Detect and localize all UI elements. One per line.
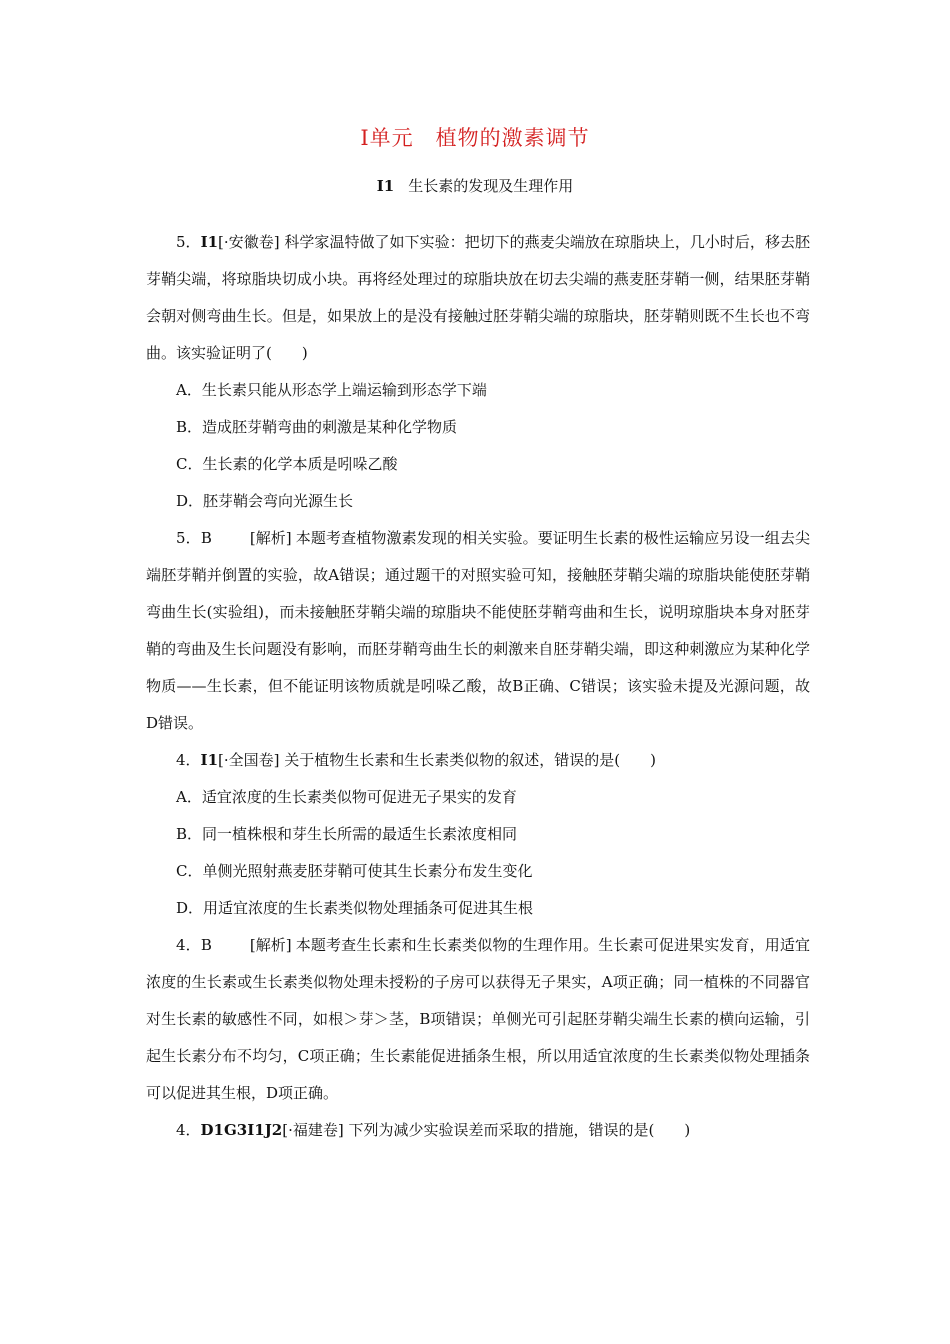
question-2-stem: 4．I1[·全国卷] 关于植物生长素和生长素类似物的叙述，错误的是( ) [176,751,656,769]
unit-title [0,122,950,152]
question-2-option-d: D．用适宜浓度的生长素类似物处理插条可促进其生根 [176,899,534,917]
question-1-option-a: A．生长素只能从形态学上端运输到形态学下端 [176,381,487,399]
question-3-text: 下列为减少实验误差而采取的措施，错误的是( [348,1121,655,1139]
answer-2-label: [解析] [249,936,292,954]
answer-1-text: 本题考查植物激素发现的相关实验。要证明生长素的极性运输应另设一组去尖端胚芽鞘并倒置的实验，故A错误；通过题干的对照实验可知，接触胚芽鞘尖端的琼脂块能使胚芽鞘弯曲生长(实验组)，而未接触胚芽鞘尖端的琼脂块不能使胚芽鞘弯曲和生长，说明琼脂块本身对胚芽鞘的弯曲及生长问题没有影响，而胚芽鞘弯曲生长的刺激来自胚芽鞘尖端，即这种刺激应为某种化学物质——生长素，但不能证明该物质就是吲哚乙酸，故B正确、C错误；该实验未提及光源问题，故D错误。 [146,529,810,732]
question-1-option-d: D．胚芽鞘会弯向光源生长 [176,492,354,510]
answer-2-letter: B [200,936,212,954]
unit-name: 植物的激素调节 [435,126,590,150]
section-name: 生长素的发现及生理作用 [408,177,574,195]
question-1-option-c: C．生长素的化学本质是吲哚乙酸 [176,455,398,473]
section-title [0,175,950,196]
question-2-tag: I1 [200,751,219,769]
question-2-option-c: C．单侧光照射燕麦胚芽鞘可使其生长素分布发生变化 [176,862,533,880]
question-1-option-b: B．造成胚芽鞘弯曲的刺激是某种化学物质 [176,418,458,436]
question-3-tag: D1G3I1J2 [200,1121,283,1139]
answer-2: 4．B [解析] 本题考查生长素和生长素类似物的生理作用。生长素可促进果实发育，用适宜浓度的生长素或生长素类似物处理未授粉的子房可以获得无子果实，A项正确；同一植株的不同器官对生长素的敏感性不同，如根＞芽＞茎，B项错误；单侧光可引起胚芽鞘尖端生长素的横向运输，引起生长素分布不均匀，C项正确；生长素能促进插条生根，所以用适宜浓度的生长素类似物处理插条可以促进其生根，D项正确。 [146,927,810,1112]
question-2-option-a: A．适宜浓度的生长素类似物可促进无子果实的发育 [176,788,517,806]
question-2-source: [·全国卷] [218,751,280,769]
question-1-tag: I1 [200,233,219,251]
question-1-source: [·安徽卷] [218,233,280,251]
content-body [146,224,810,1149]
answer-1-label: [解析] [249,529,292,547]
unit-label: I单元 [360,126,414,150]
answer-2-text: 本题考查生长素和生长素类似物的生理作用。生长素可促进果实发育，用适宜浓度的生长素或生长素类似物处理未授粉的子房可以获得无子果实，A项正确；同一植株的不同器官对生长素的敏感性不同，如根＞芽＞茎，B项错误；单侧光可引起胚芽鞘尖端生长素的横向运输，引起生长素分布不均匀，C项正确；生长素能促进插条生根，所以用适宜浓度的生长素类似物处理插条可以促进其生根，D项正确。 [146,936,810,1102]
question-2-option-b: B．同一植株根和芽生长所需的最适生长素浓度相同 [176,825,518,843]
answer-1: 5．B [解析] 本题考查植物激素发现的相关实验。要证明生长素的极性运输应另设一组去尖端胚芽鞘并倒置的实验，故A错误；通过题干的对照实验可知，接触胚芽鞘尖端的琼脂块能使胚芽鞘弯曲生长(实验组)，而未接触胚芽鞘尖端的琼脂块不能使胚芽鞘弯曲和生长，说明琼脂块本身对胚芽鞘的弯曲及生长问题没有影响，而胚芽鞘弯曲生长的刺激来自胚芽鞘尖端，即这种刺激应为某种化学物质——生长素，但不能证明该物质就是吲哚乙酸，故B正确、C错误；该实验未提及光源问题，故D错误。 [146,520,810,742]
question-3-stem: 4．D1G3I1J2[·福建卷] 下列为减少实验误差而采取的措施，错误的是( ) [176,1121,691,1139]
question-1-stem: 5．I1[·安徽卷] 科学家温特做了如下实验：把切下的燕麦尖端放在琼脂块上，几小时后，移去胚芽鞘尖端，将琼脂块切成小块。再将经处理过的琼脂块放在切去尖端的燕麦胚芽鞘一侧，结果胚芽鞘会朝对侧弯曲生长。但是，如果放上的是没有接触过胚芽鞘尖端的琼脂块，胚芽鞘则既不生长也不弯曲。该实验证明了( ) [146,233,810,362]
question-2-text: 关于植物生长素和生长素类似物的叙述，错误的是( [284,751,621,769]
question-1-text: 科学家温特做了如下实验：把切下的燕麦尖端放在琼脂块上，几小时后，移去胚芽鞘尖端，将琼脂块切成小块。再将经处理过的琼脂块放在切去尖端的燕麦胚芽鞘一侧，结果胚芽鞘会朝对侧弯曲生长。但是，如果放上的是没有接触过胚芽鞘尖端的琼脂块，胚芽鞘则既不生长也不弯曲。该实验证明了( [146,233,810,362]
question-3-source: [·福建卷] [282,1121,344,1139]
section-code: I1 [376,177,395,195]
answer-1-letter: B [200,529,212,547]
